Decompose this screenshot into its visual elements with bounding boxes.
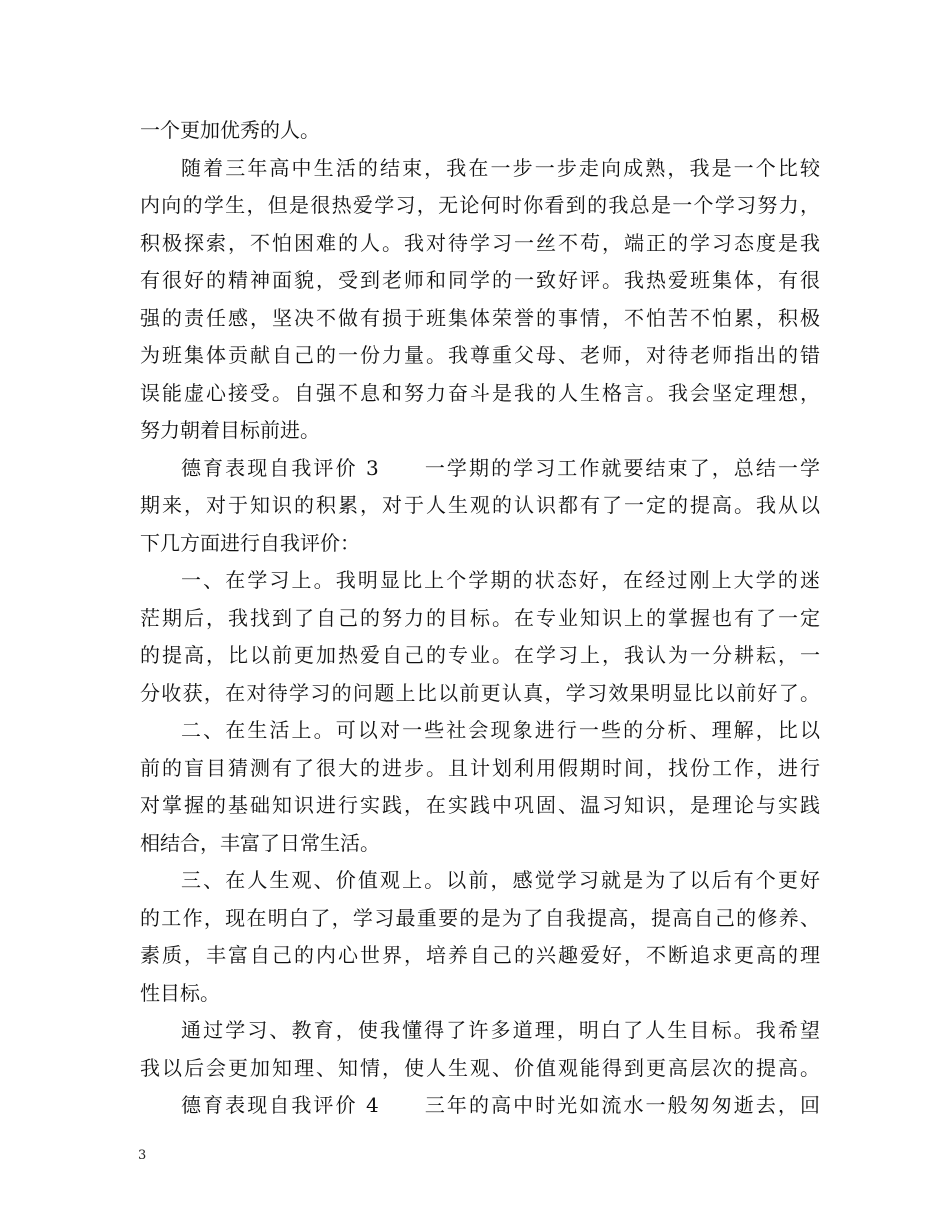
text-line: 我以后会更加知理、知情，使人生观、价值观能得到更高层次的提高。 [140,1055,820,1080]
text-line: 二、在生活上。可以对一些社会现象进行一些的分析、理解，比以 [181,718,820,742]
text-line: 的工作，现在明白了，学习最重要的是为了自我提高，提高自己的修养、 [140,905,820,930]
text-line: 强的责任感，坚决不做有损于班集体荣誉的事情，不怕苦不怕累，积极 [140,305,820,330]
text-line: 一个更加优秀的人。 [140,118,320,142]
text-line: 相结合，丰富了日常生活。 [140,830,380,855]
text-line: 努力朝着目标前进。 [140,418,320,442]
text-line: 通过学习、教育，使我懂得了许多道理，明白了人生目标。我希望 [181,1018,820,1042]
text-line: 的提高，比以前更加热爱自己的专业。在学习上，我认为一分耕耘，一 [140,643,820,667]
text-line: 性目标。 [140,980,220,1005]
text-line: 积极探索，不怕困难的人。我对待学习一丝不苟，端正的学习态度是我 [140,230,820,255]
text-line: 内向的学生，但是很热爱学习，无论何时你看到的我总是一个学习努力， [140,193,820,217]
text-line: 对掌握的基础知识进行实践，在实践中巩固、温习知识，是理论与实践 [140,793,820,817]
text-line: 下几方面进行自我评价： [140,530,360,555]
text-line: 分收获，在对待学习的问题上比以前更认真，学习效果明显比以前好了。 [140,680,820,705]
text-line: 为班集体贡献自己的一份力量。我尊重父母、老师，对待老师指出的错 [140,343,820,367]
page-number: 3 [138,1148,147,1163]
body-text [140,112,820,1125]
text-line: 一、在学习上。我明显比上个学期的状态好，在经过刚上大学的迷 [181,568,820,592]
text-line: 德育表现自我评价 3 一学期的学习工作就要结束了，总结一学 [181,455,820,480]
text-line: 茫期后，我找到了自己的努力的目标。在专业知识上的掌握也有了一定 [140,605,820,630]
text-line: 德育表现自我评价 4 三年的高中时光如流水一般匆匆逝去，回 [181,1093,820,1117]
text-line: 误能虚心接受。自强不息和努力奋斗是我的人生格言。我会坚定理想， [140,380,820,405]
text-line: 期来，对于知识的积累，对于人生观的认识都有了一定的提高。我从以 [140,493,820,517]
text-line: 三、在人生观、价值观上。以前，感觉学习就是为了以后有个更好 [181,868,820,892]
text-line: 前的盲目猜测有了很大的进步。且计划利用假期时间，找份工作，进行 [140,755,820,780]
text-line: 有很好的精神面貌，受到老师和同学的一致好评。我热爱班集体，有很 [140,268,820,292]
text-line: 随着三年高中生活的结束，我在一步一步走向成熟，我是一个比较 [181,155,820,180]
text-line: 素质，丰富自己的内心世界，培养自己的兴趣爱好，不断追求更高的理 [140,943,820,967]
